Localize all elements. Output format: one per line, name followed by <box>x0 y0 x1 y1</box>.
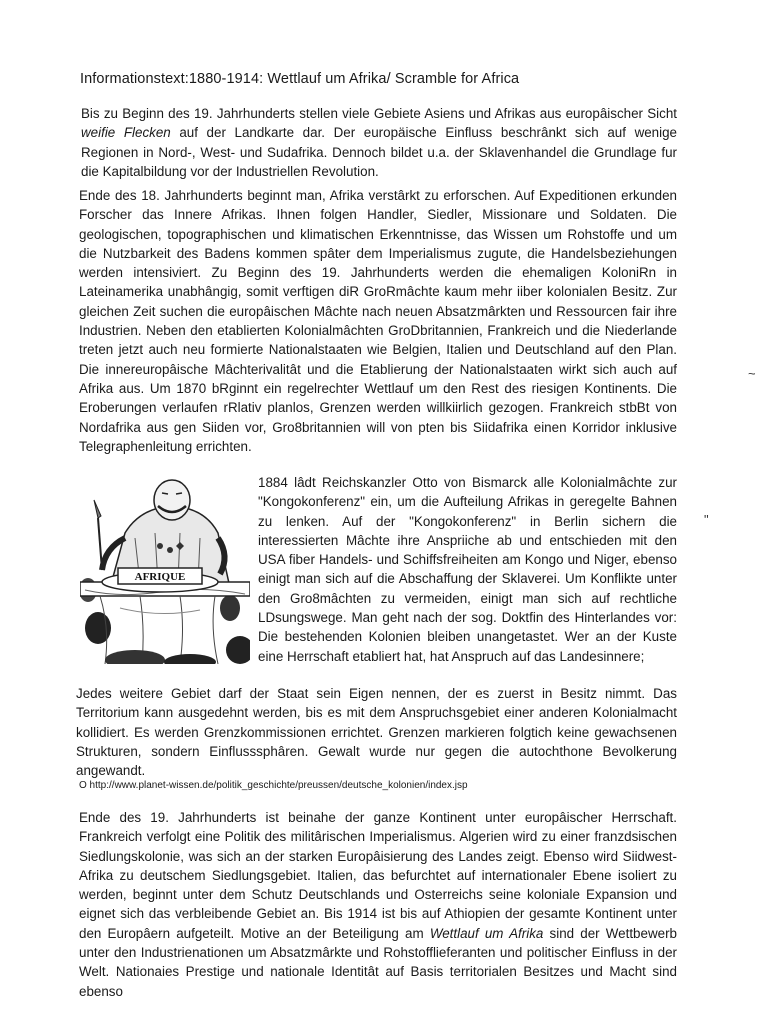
document-title: Informationstext:1880-1914: Wettlauf um Afrika/ Scramble for Africa <box>80 71 520 87</box>
margin-mark-tilde: ~ <box>748 366 756 381</box>
paragraph-territory: Jedes weitere Gebiet darf der Staat sein Eigen nennen, der es zuerst in Besitz nimmt. Das Territorium kann ausgedehnt werden, bis es mit dem Anspruchsgebiet einer anderen Kolonialmacht kollidiert. Es werden Grenzkommissionen errichtet. Grenzen markieren folgtich keine gewachsenen Strukturen, sondern Einflusssphâren. Gewalt wurde nur gegen die autochthone Bevolkerung angewandt. <box>76 686 677 779</box>
paragraph-intro-text: Bis zu Beginn des 19. Jahrhunderts stellen viele Gebiete Asiens und Afrikas aus europâischer Sicht <box>81 106 677 121</box>
paragraph-conclusion-text-end: sind der Wettbewerb unter den Industrienationen um Absatzmârkte und Rohstofflieferanten und politischer Einfluss in der Welt. Nationaies Prestige und nationale Identitât auf Basis territorialen Besitzes und Macht sind ebenso <box>79 925 677 999</box>
paragraph-exploration: Ende des 18. Jahrhunderts beginnt man, Afrika verstârkt zu erforschen. Auf Expeditionen erkunden Forscher das Innere Afrikas. Ihnen folgen Handler, Siedler, Missionare und Soldaten. Die geologischen, topographischen und klimatischen Erkenntnisse, das Wissen um Rohstoffe und um die Nutzbarkeit des Badens kommen spâter dem Imperialismus zugute, die Handelsbeziehungen werden intensiviert. Zu Beginn des 19. Jahrhunderts werden die ehemaligen KoloniRn in Lateinamerika unabhângig, somit verftigen diR GroRmâchte kaum mehr iiber kolonialen Besitz. Zur gleichen Zeit suchen die europâischen Mâchte nach neuen Absatzmârkten und Ressourcen fair ihre Industrien. Neben den etablierten Kolonialmâchten GroDbritannien, Frankreich und die Niederlande treten jetzt auch neu formierte Nationalstaaten wie Belgien, Italien und Deutschland auf den Plan. Die innereuropâische Mâchterivalitât und die Etablierung der Nationalstaaten wirkt sich auch auf Afrika aus. Um 1870 bRginnt ein regelrechter Wettlauf um den Rest des riesigen Kontinents. Die Eroberungen verlaufen rRlativ planlos, Grenzen werden willkiirlich gezogen. Frankreich stbBt von Nordafrika aus gen Siiden vor, Gro8britannien will von pten bis Siidafrika einen Korridor inklusive Telegraphenleitung errichten. <box>79 188 677 454</box>
paragraph-intro-text-end: auf der Landkarte dar. Der europäische Einfluss beschrânkt sich auf wenige Regionen in Nord-, West- und Sudafrika. Dennoch bildet u.a. der Sklavenhandel die Grundlage fur die Kapitalbildung vor der Industriellen Revolution. <box>81 125 677 179</box>
bismarck-caricature-icon <box>80 478 250 664</box>
paragraph-intro <box>81 104 677 181</box>
emphasis-wettlauf: Wettlauf um Afrika <box>429 925 544 941</box>
paragraph-conclusion-text: Ende des 19. Jahrhunderts ist beinahe der ganze Kontinent unter europâischer Herrschaft. Frankreich verfolgt eine Politik des militârischen Imperialismus. Algerien wird zu einer franzdsischen Siedlungskolonie, was sich an der starken Europâisierung des Landes zeigt. Ebenso wird Siidwest- Afrika zu deutschem Siedlungsgebiet. Italien, das befurchtet auf internationaler Ebene isoliert zu werden, beginnt unter dem Schutz Deutschlands und Osterreichs seine koloniale Expansion und eignet sich das verbleibende Gebiet an. Bis 1914 ist bis auf Athiopien der gesamte Kontinent unter den Europâern aufgeteilt. Motive an der Beteiligung am <box>79 810 677 941</box>
margin-mark-quote: " <box>704 512 709 527</box>
afrique-label: AFRIQUE <box>134 571 186 583</box>
emphasis-weisse-flecken: weifie Flecken <box>81 125 171 141</box>
bismarck-illustration <box>80 478 250 664</box>
paragraph-conclusion <box>79 808 677 1001</box>
source-citation: O http://www.planet-wissen.de/politik_geschichte/preussen/deutsche_kolonien/index.jsp <box>79 780 468 791</box>
paragraph-kongokonferenz: 1884 lâdt Reichskanzler Otto von Bismarck alle Kolonialmâchte zur "Kongokonferenz" ein, um die Aufteilung Afrikas in geregelte Bahnen zu lenken. Auf der "Kongokonferenz" in Berlin sichern die interessierten Mâchte ihre Anspriiche ab und entschieden mit den USA fiber Handels- und Schiffsfreiheiten am Kongo und Niger, ebenso einigt man sich auf die Abschaffung der Sklaverei. Um Konflikte unter den Gro8mâchten zu vermeiden, einigt man sich auf rechtliche LDsungswege. Man geht nach der sog. Doktfin des Hinterlandes vor: Die bestehenden Kolonien bleiben unangetastet. Wer an der Kuste eine Herrschaft etabliert hat, hat Anspruch auf das Landesinnere; <box>258 475 677 664</box>
